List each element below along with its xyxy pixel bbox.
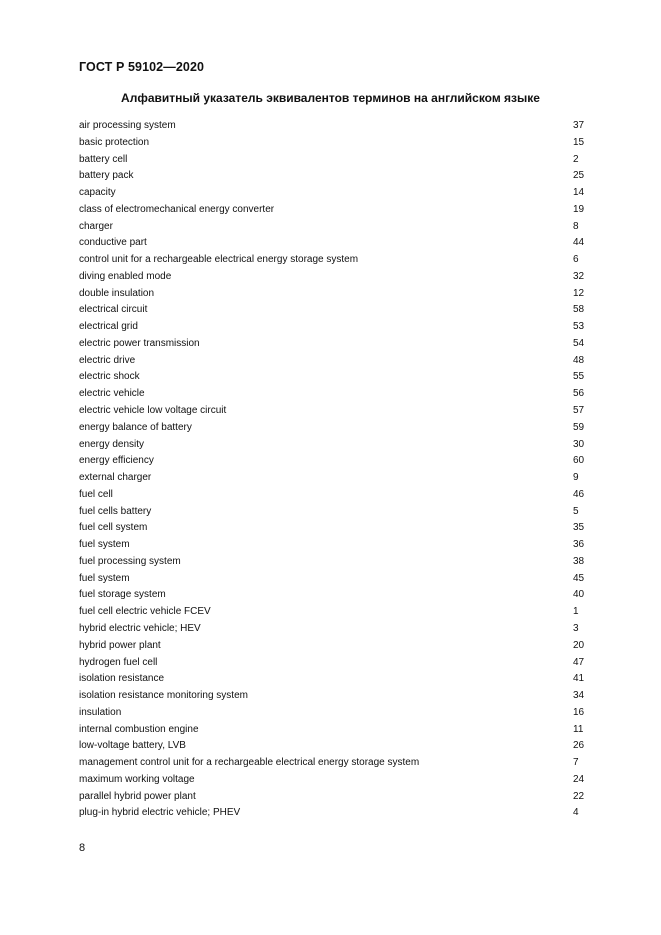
index-term: fuel processing system [79,555,181,567]
index-term: control unit for a rechargeable electrical energy storage system [79,254,359,266]
index-row [79,705,589,722]
index-row [79,152,589,169]
index-row [79,520,589,537]
index-term: battery cell [79,153,128,165]
index-term-number: 57 [573,405,585,417]
index-term: parallel hybrid power plant [79,790,196,802]
index-row [79,571,589,588]
index-term-number: 20 [573,639,585,651]
index-term: external charger [79,472,152,484]
index-term: management control unit for a rechargeable electrical energy storage system [79,757,420,769]
index-term: air processing system [79,120,176,131]
index-term: charger [79,220,113,232]
index-term-number: 30 [573,438,585,450]
index-row [79,437,589,454]
index-row [79,537,589,554]
index-row [79,604,589,621]
index-row [79,772,589,789]
index-term: electric vehicle low voltage circuit [79,405,227,417]
index-term: basic protection [79,136,150,148]
index-term: class of electromechanical energy converter [79,203,275,215]
index-term: maximum working voltage [79,773,195,785]
index-row [79,470,589,487]
index-term-number: 12 [573,287,585,299]
index-row [79,135,589,152]
index-term: low-voltage battery, LVB [79,740,186,752]
index-term-number: 22 [573,790,585,802]
index-term: electric power transmission [79,337,200,349]
index-row [79,504,589,521]
index-term-number: 45 [573,572,585,584]
index-term: fuel cell electric vehicle FCEV [79,606,211,618]
index-term-number: 53 [573,321,585,333]
index-row [79,655,589,672]
index-term-number: 48 [573,354,585,366]
index-term-number: 55 [573,371,585,383]
index-term: hybrid power plant [79,639,161,651]
index-term-number: 32 [573,270,585,282]
index-row [79,420,589,437]
index-term: electrical circuit [79,304,148,316]
index-row [79,269,589,286]
index-term: fuel storage system [79,589,166,601]
index-term: conductive part [79,237,147,249]
index-term-number: 54 [573,337,585,349]
index-term-number: 6 [573,254,579,266]
index-row [79,805,589,822]
index-row [79,302,589,319]
index-term-number: 47 [573,656,585,668]
index-row [79,554,589,571]
index-row [79,587,589,604]
index-term-number: 56 [573,388,585,400]
index-term: energy balance of battery [79,421,192,433]
index-row [79,185,589,202]
index-row [79,688,589,705]
index-term-number: 3 [573,622,579,634]
index-row [79,319,589,336]
index-row [79,671,589,688]
index-term-number: 19 [573,203,585,215]
index-row [79,621,589,638]
index-term-number: 16 [573,706,585,718]
index-term: electric shock [79,371,140,383]
index-row [79,722,589,739]
index-term-number: 37 [573,120,585,131]
index-term-number: 60 [573,455,585,467]
index-term-number: 34 [573,690,585,702]
index-term: energy efficiency [79,455,154,467]
index-term-number: 35 [573,522,585,534]
term-index [79,118,589,822]
index-row [79,252,589,269]
index-row [79,789,589,806]
index-term: internal combustion engine [79,723,199,735]
index-term: fuel cells battery [79,505,152,517]
index-term: isolation resistance monitoring system [79,690,248,702]
index-term-number: 25 [573,170,585,182]
index-term: capacity [79,187,116,199]
index-term-number: 41 [573,673,585,685]
index-term: battery pack [79,170,134,182]
page-number: 8 [79,842,86,854]
index-term: fuel system [79,539,130,551]
index-term-number: 40 [573,589,585,601]
index-term-number: 1 [573,606,579,618]
index-row [79,118,589,135]
index-term: isolation resistance [79,673,165,685]
page-title: Алфавитный указатель эквивалентов терминов на английском языке [121,91,540,105]
index-term: double insulation [79,287,155,299]
index-row [79,403,589,420]
index-term-number: 9 [573,472,579,484]
index-term: energy density [79,438,145,450]
index-term-number: 46 [573,488,585,500]
index-term: fuel system [79,572,130,584]
index-term: insulation [79,706,122,718]
index-row [79,336,589,353]
index-term: fuel cell system [79,522,148,534]
index-term-number: 4 [573,807,579,819]
index-term: hydrogen fuel cell [79,656,158,668]
index-row [79,386,589,403]
index-term: fuel cell [79,488,113,500]
index-term: electric vehicle [79,388,145,400]
index-row [79,369,589,386]
index-term-number: 7 [573,757,579,769]
index-term-number: 5 [573,505,579,517]
index-row [79,755,589,772]
index-row [79,286,589,303]
index-term-number: 36 [573,539,585,551]
index-row [79,219,589,236]
index-row [79,738,589,755]
index-row [79,638,589,655]
index-term: electrical grid [79,321,138,333]
index-term-number: 8 [573,220,579,232]
index-term-number: 11 [573,723,584,735]
index-term-number: 24 [573,773,585,785]
index-term-number: 2 [573,153,579,165]
index-term: plug-in hybrid electric vehicle; PHEV [79,807,241,819]
index-term-number: 14 [573,187,585,199]
index-term-number: 59 [573,421,585,433]
index-term-number: 15 [573,136,585,148]
index-row [79,168,589,185]
index-row [79,353,589,370]
index-term-number: 26 [573,740,585,752]
index-row [79,235,589,252]
index-row [79,487,589,504]
index-term: diving enabled mode [79,270,172,282]
index-term: hybrid electric vehicle; HEV [79,622,201,634]
index-term-number: 38 [573,555,585,567]
index-row [79,202,589,219]
document-header: ГОСТ Р 59102—2020 [79,60,205,74]
index-term: electric drive [79,354,136,366]
index-term-number: 58 [573,304,585,316]
index-term-number: 44 [573,237,585,249]
index-row [79,453,589,470]
